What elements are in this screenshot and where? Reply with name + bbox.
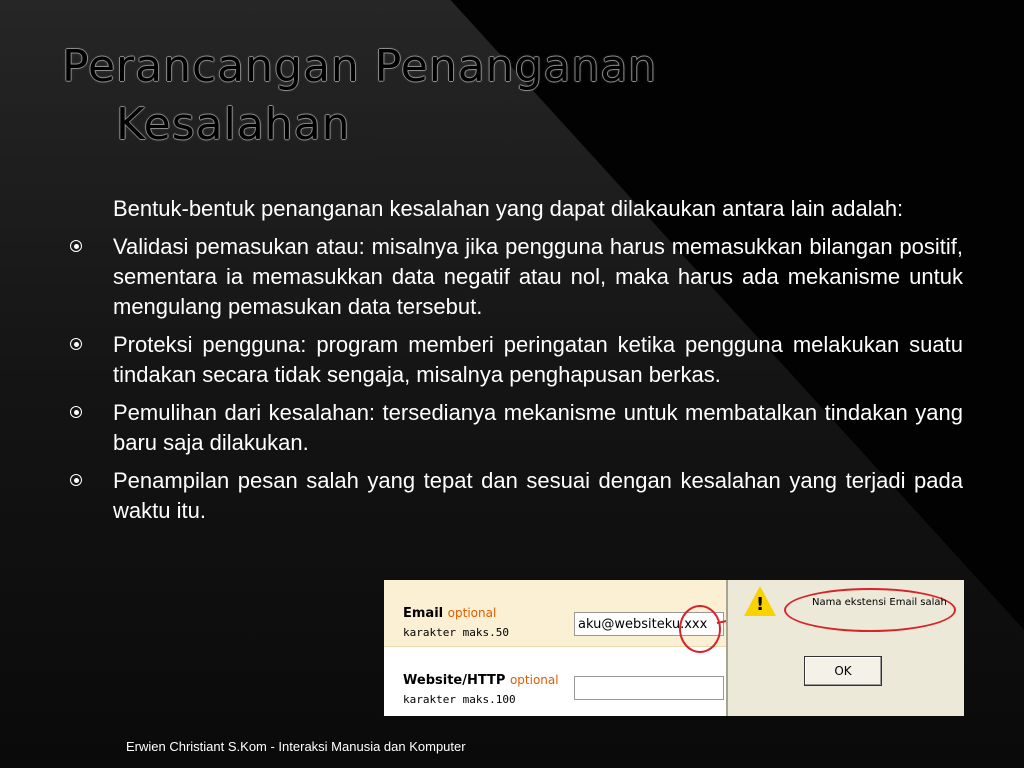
bullet-item: [68, 330, 963, 390]
email-error-highlight: [679, 605, 721, 653]
ok-button[interactable]: OK: [804, 656, 882, 686]
slide-body: [68, 194, 963, 534]
warning-icon-mark: !: [756, 594, 765, 615]
website-max-length: karakter maks.100: [403, 693, 516, 706]
slide-title: [62, 38, 962, 154]
email-input[interactable]: aku@websiteku.xxx: [574, 612, 724, 636]
website-label-text: Website/HTTP: [403, 673, 506, 688]
error-message-screenshot: [384, 580, 964, 716]
slide-title-line-1: Perancangan Penanganan: [62, 41, 658, 92]
email-optional-text: optional: [447, 606, 497, 620]
email-max-length: karakter maks.50: [403, 626, 509, 639]
website-optional-text: optional: [509, 673, 559, 687]
intro-paragraph: Bentuk-bentuk penanganan kesalahan yang dapat dilakaukan antara lain adalah:: [113, 196, 904, 221]
bullet-icon: [70, 474, 82, 486]
message-highlight: [784, 588, 956, 632]
error-dialog: [726, 580, 964, 716]
email-label: [403, 606, 496, 621]
website-label: [403, 673, 559, 688]
bullet-item: [68, 232, 963, 322]
bullet-item: [68, 398, 963, 458]
slide-title-line-2: Kesalahan: [116, 99, 351, 150]
website-input[interactable]: [574, 676, 724, 700]
slide-footer: Erwien Christiant S.Kom - Interaksi Manusia dan Komputer: [126, 739, 466, 754]
bullet-icon: [70, 240, 82, 252]
bullet-item: [68, 466, 963, 526]
bullet-text: Penampilan pesan salah yang tepat dan sesuai dengan kesalahan yang terjadi pada waktu itu.: [113, 468, 963, 523]
email-label-text: Email: [403, 606, 444, 621]
bullet-text: Pemulihan dari kesalahan: tersedianya mekanisme untuk membatalkan tindakan yang baru saja dilakukan.: [113, 400, 963, 455]
bullet-icon: [70, 338, 82, 350]
bullet-text: Proteksi pengguna: program memberi peringatan ketika pengguna melakukan suatu tindakan secara tidak sengaja, misalnya penghapusan berkas.: [113, 332, 963, 387]
bullet-icon: [70, 406, 82, 418]
dialog-message: Nama ekstensi Email salah: [812, 597, 947, 608]
bullet-text: Validasi pemasukan atau: misalnya jika pengguna harus memasukkan bilangan positif, sementara ia memasukkan data negatif atau nol, maka harus ada mekanisme untuk mengulang pemasukan data tersebut.: [113, 234, 963, 319]
